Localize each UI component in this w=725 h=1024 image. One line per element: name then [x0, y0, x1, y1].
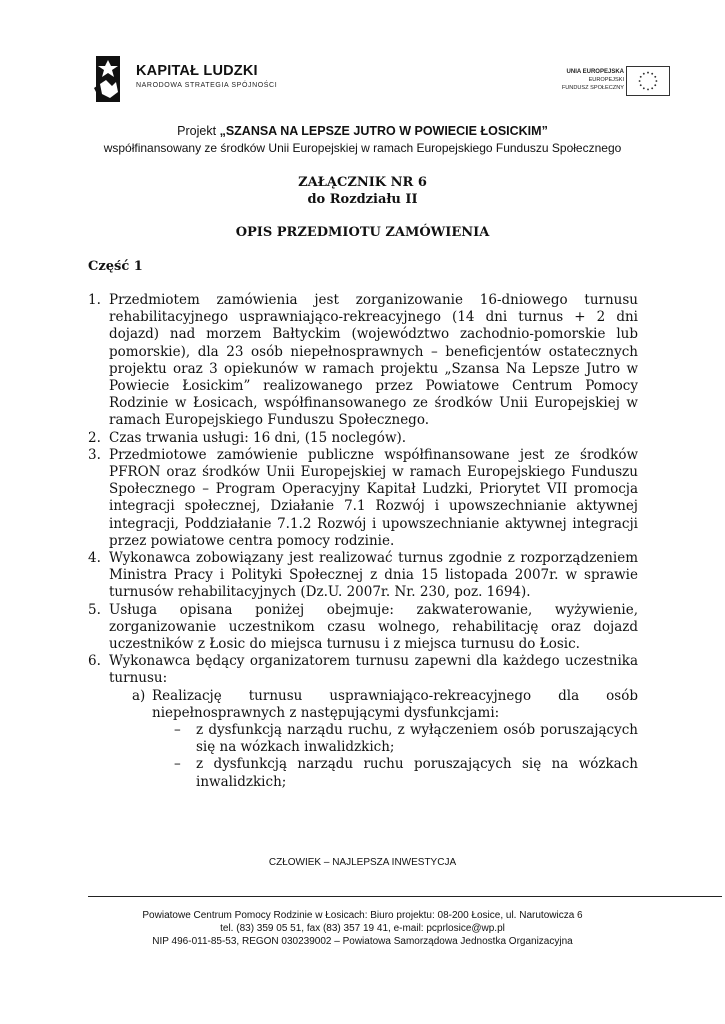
project-prefix: Projekt	[177, 124, 220, 138]
list-item: 2. Czas trwania usługi: 16 dni, (15 noclegów).	[88, 429, 407, 446]
list-item: 5. Usługa opisana poniżej obejmuje: zakwaterowanie, wyżywienie, zorganizowanie uczestnikom czasu wolnego, rehabilitację oraz dojazd uczestników z Łosic do miejsca turnusu i z miejsca turnusu do Łosic.	[88, 601, 638, 653]
project-cofinance: współfinansowany ze środków Unii Europejskiej w ramach Europejskiego Funduszu Społecznego	[103, 141, 622, 155]
document-body	[88, 292, 638, 791]
footer-slogan: CZŁOWIEK – NAJLEPSZA INWESTYCJA	[268, 857, 457, 868]
logo-title: KAPITAŁ LUDZKI	[136, 63, 258, 79]
list-item: 1. Przedmiotem zamówienia jest zorganizowanie 16-dniowego turnusu rehabilitacyjnego usprawniająco-rekreacyjnego (14 dni turnus + 2 dni dojazd) nad morzem Bałtyckim (województwo zachodnio-pomorskie lub pomorskie), dla 23 osób niepełnosprawnych – beneficjentów ostatecznych projektu oraz 3 opiekunów w ramach projektu „Szansa Na Lepsze Jutro w Powiecie Łosickim” realizowanego przez Powiatowe Centrum Pomocy Rodzinie w Łosicach, współfinansowanego ze środków Unii Europejskiej w ramach Europejskiego Funduszu Społecznego.	[88, 292, 638, 429]
footer-contact: tel. (83) 359 05 51, fax (83) 357 19 41, e-mail: pcprlosice@wp.pl	[220, 923, 505, 934]
dash-item: – z dysfunkcją narządu ruchu poruszających się na wózkach inwalidzkich;	[174, 756, 638, 790]
eu-line3: FUNDUSZ SPOŁECZNY	[561, 85, 624, 91]
eu-line2: EUROPEJSKI	[588, 77, 624, 83]
chapter-title: do Rozdziału II	[307, 192, 418, 207]
annex-title: ZAŁĄCZNIK NR 6	[298, 175, 427, 190]
footer-divider	[88, 896, 722, 897]
kapital-ludzki-logo-icon	[92, 54, 136, 104]
eu-label	[540, 68, 624, 92]
logo-subtitle: NARODOWA STRATEGIA SPÓJNOŚCI	[136, 82, 278, 89]
eu-flag-icon	[626, 66, 670, 96]
part-title: Część 1	[88, 259, 143, 274]
list-item: 4. Wykonawca zobowiązany jest realizować turnus zgodnie z rozporządzeniem Ministra Pracy i Polityki Społecznej z dnia 15 listopada 2007r. w sprawie turnusów rehabilitacyjnych (Dz.U. 2007r. Nr. 230, poz. 1694).	[88, 550, 638, 601]
sub-item-a: a) Realizację turnusu usprawniająco-rekreacyjnego dla osób niepełnosprawnych z następującymi dysfunkcjami:	[132, 687, 638, 721]
subject-title: OPIS PRZEDMIOTU ZAMÓWIENIA	[235, 225, 490, 240]
eu-line1: UNIA EUROPEJSKA	[566, 69, 624, 75]
footer-registry: NIP 496-011-85-53, REGON 030239002 – Powiatowa Samorządowa Jednostka Organizacyjna	[152, 936, 573, 947]
list-item: 3. Przedmiotowe zamówienie publiczne współfinansowane jest ze środków PFRON oraz środków Unii Europejskiej w ramach Europejskiego Funduszu Społecznego – Program Operacyjny Kapitał Ludzki, Priorytet VII promocja integracji społecznej, Działanie 7.1 Rozwój i upowszechnianie aktywnej integracji, Poddziałanie 7.1.2 Rozwój i upowszechnianie aktywnej integracji przez powiatowe centra pomocy rodzinie.	[88, 446, 638, 549]
dash-item: – z dysfunkcją narządu ruchu, z wyłączeniem osób poruszających się na wózkach inwalidzkich;	[174, 722, 638, 756]
project-name: „SZANSA NA LEPSZE JUTRO W POWIECIE ŁOSICKIM”	[219, 124, 548, 138]
list-item: 6. Wykonawca będący organizatorem turnusu zapewni dla każdego uczestnika turnusu:	[88, 653, 638, 687]
project-line	[0, 124, 725, 138]
footer-address: Powiatowe Centrum Pomocy Rodzinie w Łosicach: Biuro projektu: 08-200 Łosice, ul. Narutowicza 6	[142, 910, 583, 921]
